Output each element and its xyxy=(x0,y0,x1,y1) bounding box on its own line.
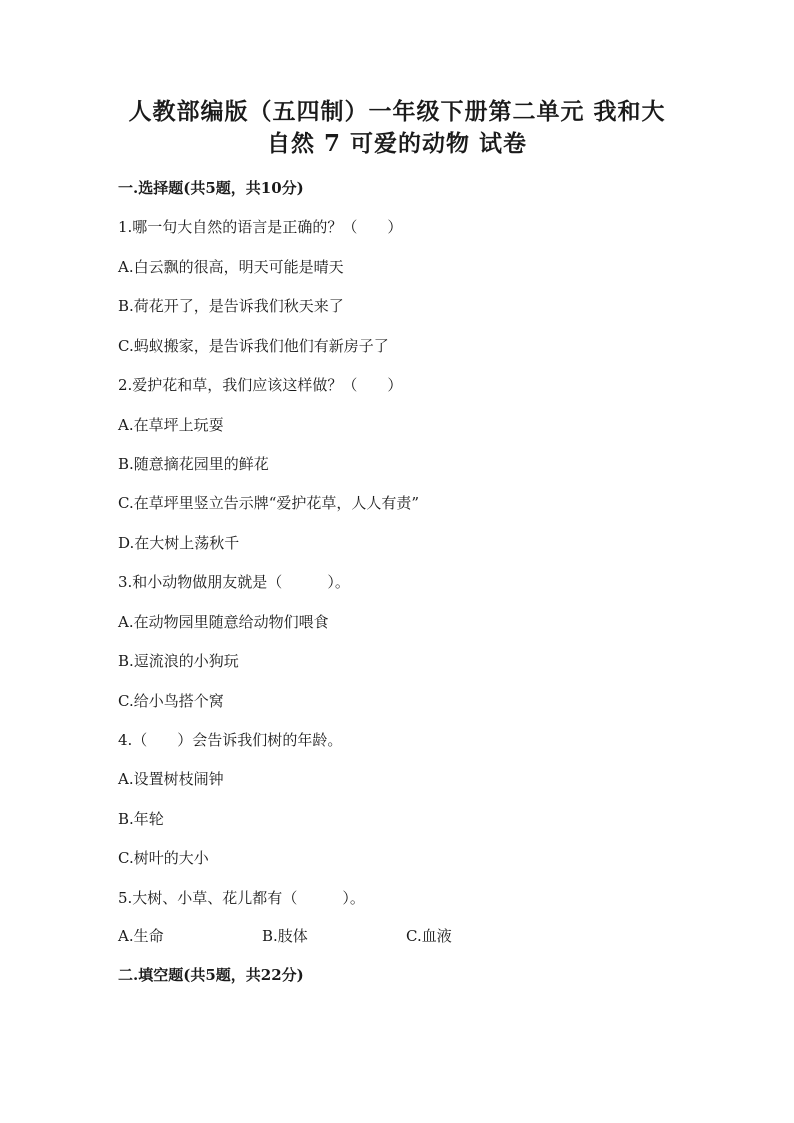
question-4-option-c: C.树叶的大小 xyxy=(118,849,209,867)
section-heading-multiple-choice: 一.选择题(共5题，共10分) xyxy=(118,179,304,197)
question-1-option-b: B.荷花开了，是告诉我们秋天来了 xyxy=(118,297,344,315)
question-3-option-a: A.在动物园里随意给动物们喂食 xyxy=(118,613,329,631)
question-3-option-c: C.给小鸟搭个窝 xyxy=(118,692,224,710)
question-4-option-a: A.设置树枝闹钟 xyxy=(118,770,224,788)
question-1-option-a: A.白云飘的很高，明天可能是晴天 xyxy=(118,258,344,276)
question-4-option-b: B.年轮 xyxy=(118,810,164,828)
question-2-option-c: C.在草坪里竖立告示牌“爱护花草，人人有责” xyxy=(118,494,420,512)
section-heading-fill-in-blank: 二.填空题(共5题，共22分) xyxy=(118,966,304,984)
question-2-option-a: A.在草坪上玩耍 xyxy=(118,416,224,434)
question-4-stem: 4.（ ）会告诉我们树的年龄。 xyxy=(118,731,343,749)
document-title-line-1: 人教部编版（五四制）一年级下册第二单元 我和大 xyxy=(128,98,666,125)
question-2-option-b: B.随意摘花园里的鲜花 xyxy=(118,455,269,473)
question-2-option-d: D.在大树上荡秋千 xyxy=(118,534,240,552)
question-2-stem: 2.爱护花和草，我们应该这样做？（ ） xyxy=(118,376,403,394)
question-1-stem: 1.哪一句大自然的语言是正确的？（ ） xyxy=(118,218,403,236)
document-title-line-2: 自然 7 可爱的动物 试卷 xyxy=(266,130,528,157)
question-5-stem: 5.大树、小草、花儿都有（ ）。 xyxy=(118,889,365,907)
question-3-stem: 3.和小动物做朋友就是（ ）。 xyxy=(118,573,350,591)
question-1-option-c: C.蚂蚁搬家，是告诉我们他们有新房子了 xyxy=(118,337,389,355)
question-5-option-c: C.血液 xyxy=(406,927,452,945)
question-5-option-a: A.生命 xyxy=(118,927,164,945)
question-5-option-b: B.肢体 xyxy=(262,927,308,945)
question-3-option-b: B.逗流浪的小狗玩 xyxy=(118,652,239,670)
